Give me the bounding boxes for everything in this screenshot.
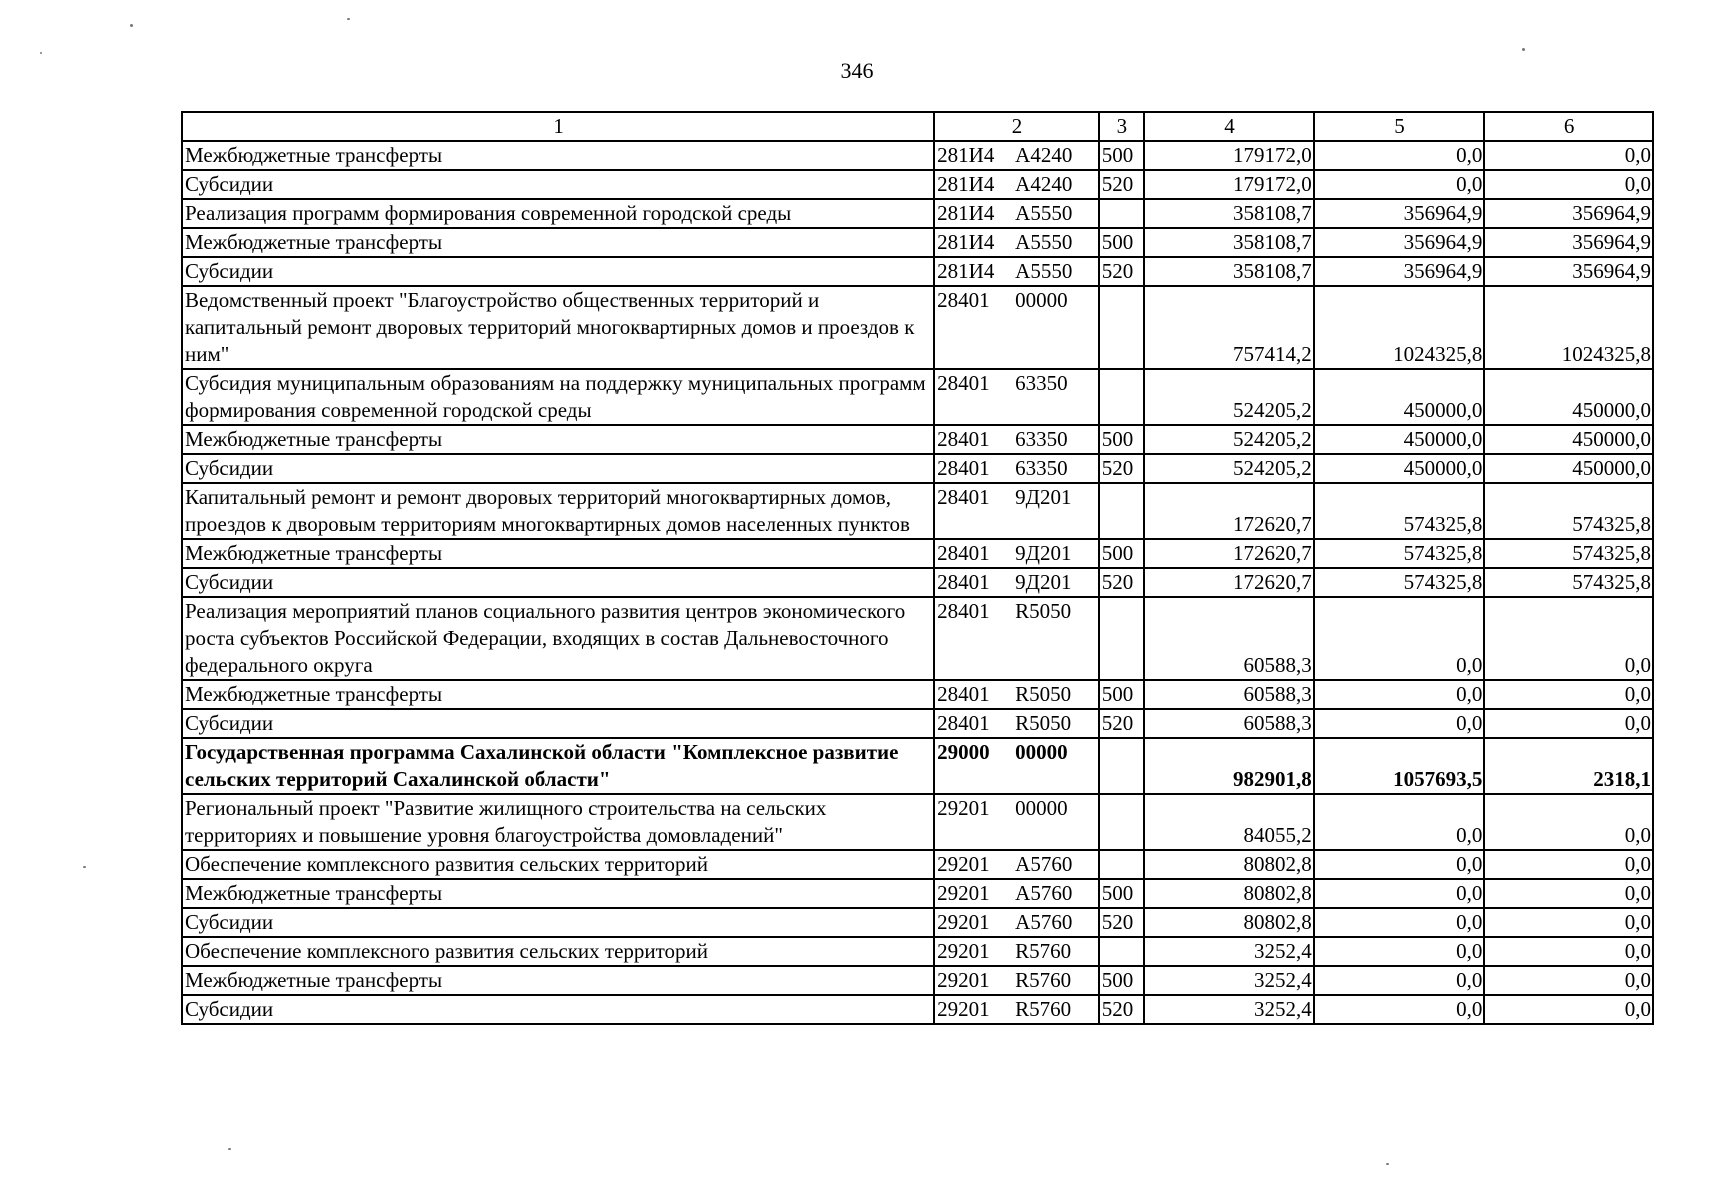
row-type-cell: 520 <box>1099 454 1144 483</box>
row-type-cell: 520 <box>1099 709 1144 738</box>
row-value-col4: 358108,7 <box>1144 199 1314 228</box>
row-type-cell <box>1099 369 1144 425</box>
row-code-cell <box>934 879 1099 908</box>
row-name-cell: Субсидии <box>182 257 934 286</box>
program-code: 281И4 <box>937 172 995 196</box>
direction-code: R5760 <box>1015 939 1072 963</box>
program-code: 28401 <box>937 485 990 509</box>
program-code: 28401 <box>937 288 990 312</box>
row-code-cell <box>934 425 1099 454</box>
row-name-cell: Обеспечение комплексного развития сельских территорий <box>182 850 934 879</box>
direction-code: А5760 <box>1015 910 1073 934</box>
row-type-cell <box>1099 850 1144 879</box>
row-type-cell: 520 <box>1099 257 1144 286</box>
row-type-cell <box>1099 286 1144 369</box>
row-type-cell <box>1099 738 1144 794</box>
row-type-cell <box>1099 597 1144 680</box>
row-value-col6: 0,0 <box>1484 680 1653 709</box>
direction-code: А5550 <box>1015 259 1073 283</box>
row-value-col5: 356964,9 <box>1314 228 1485 257</box>
direction-code: 00000 <box>1015 288 1068 312</box>
row-value-col4: 982901,8 <box>1144 738 1314 794</box>
row-value-col5: 0,0 <box>1314 908 1485 937</box>
row-code-cell <box>934 257 1099 286</box>
row-value-col5: 574325,8 <box>1314 568 1485 597</box>
row-type-cell <box>1099 794 1144 850</box>
direction-code: R5050 <box>1015 682 1072 706</box>
row-code-cell <box>934 597 1099 680</box>
direction-code: R5050 <box>1015 599 1072 623</box>
row-value-col6: 356964,9 <box>1484 257 1653 286</box>
row-value-col6: 356964,9 <box>1484 199 1653 228</box>
row-value-col6: 450000,0 <box>1484 454 1653 483</box>
row-code-cell <box>934 170 1099 199</box>
program-code: 28401 <box>937 371 990 395</box>
direction-code: 63350 <box>1015 456 1068 480</box>
row-value-col5: 574325,8 <box>1314 483 1485 539</box>
table-row <box>182 966 1653 995</box>
scan-speck <box>347 18 350 20</box>
row-value-col5: 356964,9 <box>1314 257 1485 286</box>
row-value-col6: 450000,0 <box>1484 425 1653 454</box>
row-type-cell: 500 <box>1099 680 1144 709</box>
row-value-col6: 0,0 <box>1484 908 1653 937</box>
direction-code: А4240 <box>1015 172 1073 196</box>
row-value-col6: 0,0 <box>1484 850 1653 879</box>
program-code: 29201 <box>937 939 990 963</box>
program-code: 28401 <box>937 570 990 594</box>
row-value-col6: 0,0 <box>1484 597 1653 680</box>
row-value-col5: 0,0 <box>1314 850 1485 879</box>
row-code-cell <box>934 738 1099 794</box>
row-value-col5: 450000,0 <box>1314 369 1485 425</box>
program-code: 28401 <box>937 456 990 480</box>
row-value-col4: 172620,7 <box>1144 483 1314 539</box>
direction-code: А5760 <box>1015 881 1073 905</box>
row-name-cell: Субсидии <box>182 454 934 483</box>
scan-speck <box>1522 48 1525 51</box>
row-name-cell: Субсидия муниципальным образованиям на поддержку муниципальных программ формирования современной городской среды <box>182 369 934 425</box>
row-type-cell <box>1099 937 1144 966</box>
row-value-col5: 1057693,5 <box>1314 738 1485 794</box>
program-code: 28401 <box>937 711 990 735</box>
direction-code: А4240 <box>1015 143 1073 167</box>
row-type-cell: 520 <box>1099 995 1144 1024</box>
row-value-col4: 524205,2 <box>1144 369 1314 425</box>
row-value-col4: 172620,7 <box>1144 539 1314 568</box>
row-type-cell: 500 <box>1099 879 1144 908</box>
row-type-cell: 500 <box>1099 966 1144 995</box>
table-row <box>182 539 1653 568</box>
row-code-cell <box>934 286 1099 369</box>
header-cell-4: 4 <box>1144 112 1314 141</box>
program-code: 28401 <box>937 599 990 623</box>
program-code: 281И4 <box>937 143 995 167</box>
table-row <box>182 597 1653 680</box>
row-name-cell: Субсидии <box>182 568 934 597</box>
row-code-cell <box>934 709 1099 738</box>
row-value-col4: 358108,7 <box>1144 257 1314 286</box>
budget-table <box>181 111 1654 1025</box>
table-header-row <box>182 112 1653 141</box>
row-name-cell: Субсидии <box>182 170 934 199</box>
row-value-col6: 1024325,8 <box>1484 286 1653 369</box>
program-code: 28401 <box>937 427 990 451</box>
row-name-cell: Межбюджетные трансферты <box>182 539 934 568</box>
row-type-cell <box>1099 483 1144 539</box>
header-cell-6: 6 <box>1484 112 1653 141</box>
row-value-col6: 0,0 <box>1484 170 1653 199</box>
table-row <box>182 794 1653 850</box>
program-code: 29000 <box>937 740 990 764</box>
scan-speck <box>83 866 86 868</box>
row-value-col4: 60588,3 <box>1144 709 1314 738</box>
table-row <box>182 850 1653 879</box>
direction-code: 9Д201 <box>1015 485 1072 509</box>
scan-speck <box>130 24 133 27</box>
scan-speck <box>228 1148 231 1150</box>
row-code-cell <box>934 199 1099 228</box>
row-value-col4: 179172,0 <box>1144 170 1314 199</box>
row-value-col4: 524205,2 <box>1144 425 1314 454</box>
row-name-cell: Межбюджетные трансферты <box>182 879 934 908</box>
row-name-cell: Реализация мероприятий планов социального развития центров экономического роста субъектов Российской Федерации, входящих в состав Дальневосточного федерального округа <box>182 597 934 680</box>
direction-code: А5550 <box>1015 201 1073 225</box>
header-cell-1: 1 <box>182 112 934 141</box>
row-type-cell <box>1099 199 1144 228</box>
row-value-col4: 80802,8 <box>1144 908 1314 937</box>
direction-code: R5760 <box>1015 997 1072 1021</box>
row-value-col6: 0,0 <box>1484 966 1653 995</box>
direction-code: 9Д201 <box>1015 570 1072 594</box>
table-row <box>182 286 1653 369</box>
row-value-col4: 358108,7 <box>1144 228 1314 257</box>
row-value-col6: 574325,8 <box>1484 568 1653 597</box>
direction-code: R5760 <box>1015 968 1072 992</box>
row-code-cell <box>934 850 1099 879</box>
program-code: 29201 <box>937 997 990 1021</box>
table-row <box>182 369 1653 425</box>
table-row <box>182 257 1653 286</box>
program-code: 29201 <box>937 910 990 934</box>
program-code: 281И4 <box>937 230 995 254</box>
row-type-cell: 520 <box>1099 170 1144 199</box>
row-value-col4: 60588,3 <box>1144 680 1314 709</box>
row-code-cell <box>934 568 1099 597</box>
direction-code: 00000 <box>1015 740 1068 764</box>
table-row <box>182 709 1653 738</box>
row-name-cell: Межбюджетные трансферты <box>182 425 934 454</box>
header-cell-5: 5 <box>1314 112 1485 141</box>
row-value-col6: 450000,0 <box>1484 369 1653 425</box>
row-value-col6: 0,0 <box>1484 937 1653 966</box>
row-value-col5: 0,0 <box>1314 680 1485 709</box>
row-value-col4: 172620,7 <box>1144 568 1314 597</box>
row-name-cell: Межбюджетные трансферты <box>182 680 934 709</box>
row-value-col5: 0,0 <box>1314 966 1485 995</box>
row-name-cell: Субсидии <box>182 995 934 1024</box>
program-code: 281И4 <box>937 201 995 225</box>
program-code: 281И4 <box>937 259 995 283</box>
row-code-cell <box>934 680 1099 709</box>
row-code-cell <box>934 937 1099 966</box>
table-row <box>182 170 1653 199</box>
table-row <box>182 937 1653 966</box>
row-code-cell <box>934 483 1099 539</box>
direction-code: А5550 <box>1015 230 1073 254</box>
row-value-col5: 0,0 <box>1314 597 1485 680</box>
row-name-cell: Государственная программа Сахалинской области "Комплексное развитие сельских территорий Сахалинской области" <box>182 738 934 794</box>
row-value-col4: 84055,2 <box>1144 794 1314 850</box>
row-value-col6: 0,0 <box>1484 141 1653 170</box>
row-type-cell: 500 <box>1099 425 1144 454</box>
direction-code: R5050 <box>1015 711 1072 735</box>
row-value-col6: 0,0 <box>1484 794 1653 850</box>
page-number: 346 <box>840 58 874 83</box>
row-code-cell <box>934 794 1099 850</box>
row-value-col5: 450000,0 <box>1314 425 1485 454</box>
direction-code: 9Д201 <box>1015 541 1072 565</box>
table-row <box>182 483 1653 539</box>
row-code-cell <box>934 995 1099 1024</box>
row-name-cell: Межбюджетные трансферты <box>182 141 934 170</box>
row-value-col6: 0,0 <box>1484 709 1653 738</box>
table-row <box>182 454 1653 483</box>
row-type-cell: 520 <box>1099 568 1144 597</box>
header-cell-2: 2 <box>934 112 1099 141</box>
table-row <box>182 425 1653 454</box>
row-value-col6: 574325,8 <box>1484 539 1653 568</box>
row-value-col5: 0,0 <box>1314 995 1485 1024</box>
row-value-col4: 80802,8 <box>1144 850 1314 879</box>
header-cell-3: 3 <box>1099 112 1144 141</box>
scan-speck <box>1386 1163 1389 1165</box>
row-type-cell: 500 <box>1099 228 1144 257</box>
row-name-cell: Межбюджетные трансферты <box>182 228 934 257</box>
direction-code: 63350 <box>1015 371 1068 395</box>
row-value-col4: 60588,3 <box>1144 597 1314 680</box>
row-value-col6: 0,0 <box>1484 879 1653 908</box>
row-name-cell: Ведомственный проект "Благоустройство общественных территорий и капитальный ремонт дворовых территорий многоквартирных домов и проездов к ним" <box>182 286 934 369</box>
row-value-col5: 356964,9 <box>1314 199 1485 228</box>
row-value-col4: 3252,4 <box>1144 995 1314 1024</box>
row-value-col5: 0,0 <box>1314 170 1485 199</box>
direction-code: 00000 <box>1015 796 1068 820</box>
row-code-cell <box>934 908 1099 937</box>
table-row <box>182 908 1653 937</box>
row-value-col5: 0,0 <box>1314 794 1485 850</box>
row-name-cell: Региональный проект "Развитие жилищного строительства на сельских территориях и повышение уровня благоустройства домовладений" <box>182 794 934 850</box>
row-value-col6: 574325,8 <box>1484 483 1653 539</box>
row-name-cell: Субсидии <box>182 709 934 738</box>
table-row <box>182 738 1653 794</box>
row-value-col5: 0,0 <box>1314 141 1485 170</box>
program-code: 28401 <box>937 541 990 565</box>
row-type-cell: 520 <box>1099 908 1144 937</box>
table-row <box>182 228 1653 257</box>
table-body <box>182 112 1653 1024</box>
row-value-col5: 0,0 <box>1314 709 1485 738</box>
table-row <box>182 141 1653 170</box>
program-code: 29201 <box>937 796 990 820</box>
direction-code: 63350 <box>1015 427 1068 451</box>
table-row <box>182 995 1653 1024</box>
row-value-col4: 757414,2 <box>1144 286 1314 369</box>
table-row <box>182 199 1653 228</box>
row-value-col5: 1024325,8 <box>1314 286 1485 369</box>
row-name-cell: Реализация программ формирования современной городской среды <box>182 199 934 228</box>
row-value-col4: 179172,0 <box>1144 141 1314 170</box>
row-code-cell <box>934 228 1099 257</box>
row-code-cell <box>934 141 1099 170</box>
scan-speck <box>40 52 42 54</box>
row-type-cell: 500 <box>1099 539 1144 568</box>
row-code-cell <box>934 454 1099 483</box>
program-code: 29201 <box>937 881 990 905</box>
row-value-col6: 0,0 <box>1484 995 1653 1024</box>
row-value-col5: 0,0 <box>1314 879 1485 908</box>
row-name-cell: Межбюджетные трансферты <box>182 966 934 995</box>
table-row <box>182 568 1653 597</box>
row-value-col4: 3252,4 <box>1144 966 1314 995</box>
row-name-cell: Обеспечение комплексного развития сельских территорий <box>182 937 934 966</box>
row-code-cell <box>934 966 1099 995</box>
row-value-col6: 2318,1 <box>1484 738 1653 794</box>
row-value-col5: 450000,0 <box>1314 454 1485 483</box>
row-name-cell: Субсидии <box>182 908 934 937</box>
row-code-cell <box>934 369 1099 425</box>
program-code: 28401 <box>937 682 990 706</box>
row-name-cell: Капитальный ремонт и ремонт дворовых территорий многоквартирных домов, проездов к дворовым территориям многоквартирных домов населенных пунктов <box>182 483 934 539</box>
row-value-col4: 524205,2 <box>1144 454 1314 483</box>
row-value-col5: 0,0 <box>1314 937 1485 966</box>
row-value-col4: 80802,8 <box>1144 879 1314 908</box>
direction-code: А5760 <box>1015 852 1073 876</box>
row-value-col6: 356964,9 <box>1484 228 1653 257</box>
row-value-col5: 574325,8 <box>1314 539 1485 568</box>
table-row <box>182 680 1653 709</box>
row-code-cell <box>934 539 1099 568</box>
row-type-cell: 500 <box>1099 141 1144 170</box>
program-code: 29201 <box>937 852 990 876</box>
program-code: 29201 <box>937 968 990 992</box>
table-row <box>182 879 1653 908</box>
row-value-col4: 3252,4 <box>1144 937 1314 966</box>
